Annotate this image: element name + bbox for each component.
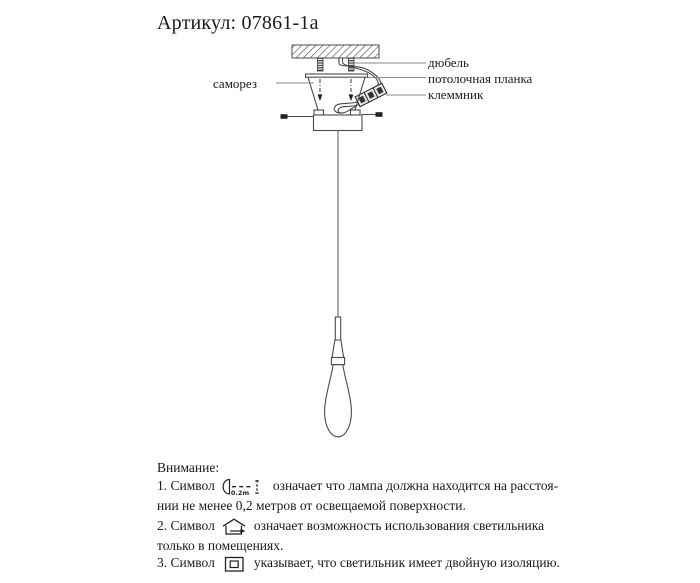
- screw-axis-left: [318, 79, 323, 101]
- notes-heading-row: [157, 458, 577, 478]
- note-1-prefix: 1. Символ: [157, 478, 215, 493]
- side-screw-left: [281, 114, 314, 119]
- canopy: [314, 115, 363, 131]
- note-1-suffix: означает что лампа должна находится на расстоя-: [272, 478, 559, 493]
- note-2-row: [157, 516, 577, 536]
- warning-notes: [157, 458, 577, 573]
- article-title: Артикул: 07861-1a: [157, 12, 319, 34]
- teardrop-pendant: [325, 317, 352, 437]
- notes-heading: Внимание:: [157, 460, 220, 475]
- note-2-prefix: 2. Символ: [157, 518, 215, 533]
- note-2-suffix: означает возможность использования светильника: [253, 518, 545, 533]
- note-3-suffix: указывает, что светильник имеет двойную изоляцию.: [253, 555, 560, 570]
- dowel-screw-right: [349, 58, 355, 71]
- note-1-line2: нии не менее 0,2 метров от освещаемой поверхности.: [157, 498, 466, 513]
- note-1-line2-row: [157, 496, 577, 516]
- screw-axis-right: [349, 79, 354, 101]
- label-klemmnik: клеммник: [428, 87, 484, 102]
- ceiling-plate: [306, 74, 368, 115]
- note-3-row: [157, 553, 577, 573]
- distance-symbol-icon: [222, 478, 266, 500]
- distance-value-label: 0.2m: [230, 489, 250, 497]
- double-insulation-icon: [224, 556, 245, 573]
- label-planka: потолочная планка: [428, 71, 533, 86]
- dowel-screw-left: [318, 58, 324, 71]
- indoor-use-icon: [222, 518, 247, 536]
- label-samorez: саморез: [213, 76, 257, 91]
- note-2-line2: только в помещениях.: [157, 538, 284, 553]
- ceiling-hatched-block: [292, 45, 379, 58]
- side-screw-right: [362, 112, 383, 117]
- note-1-row: [157, 476, 577, 496]
- note-3-prefix: 3. Символ: [157, 555, 215, 570]
- wire: [334, 58, 381, 113]
- label-dyubel: дюбель: [428, 55, 469, 70]
